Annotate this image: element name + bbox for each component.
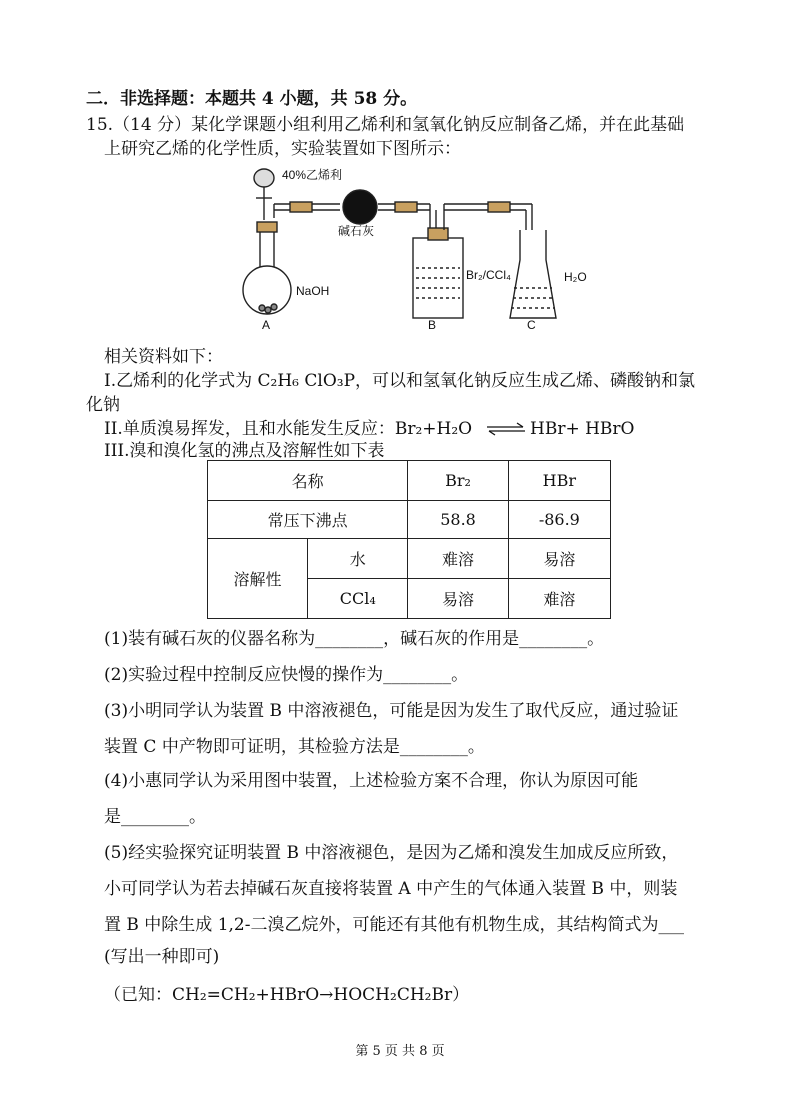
funnel-bulb — [254, 169, 274, 187]
table-cell-ccl4-hbr: 难溶 — [508, 579, 610, 619]
flask-c — [510, 230, 556, 318]
table-header-hbr: HBr — [508, 461, 610, 501]
page-footer: 第 5 页 共 8 页 — [355, 1044, 445, 1059]
table-cell-bp-br2: 58.8 — [408, 501, 508, 539]
apparatus-diagram — [230, 160, 590, 340]
table-cell-water-br2: 难溶 — [408, 539, 508, 579]
table-cell-water-hbr: 易溶 — [508, 539, 610, 579]
table-row-boiling-point: 常压下沸点 — [208, 501, 408, 539]
subquestion-1: (1)装有碱石灰的仪器名称为________，碱石灰的作用是________。 — [104, 629, 605, 649]
stopper-a — [257, 222, 277, 232]
question-line-2: 上研究乙烯的化学性质，实验装置如下图所示： — [104, 139, 461, 159]
subquestion-5-c: 置 B 中除生成 1,2-二溴乙烷外，可能还有其他有机物生成，其结构简式为___ — [104, 915, 684, 935]
question-line-1: 15.（14 分）某化学课题小组利用乙烯利和氢氧化钠反应制备乙烯，并在此基础 — [86, 115, 685, 135]
label-br2-ccl4: Br₂/CCl₄ — [466, 268, 511, 282]
table-cell-bp-hbr: -86.9 — [508, 501, 610, 539]
subquestion-4-a: (4)小惠同学认为采用图中装置，上述检验方案不合理，你认为原因可能 — [104, 771, 639, 791]
label-water: H₂O — [564, 270, 587, 284]
soda-lime-tube — [343, 190, 377, 224]
subquestion-5-a: (5)经实验探究证明装置 B 中溶液褪色，是因为乙烯和溴发生加成反应所致， — [104, 843, 679, 863]
table-cell-ccl4-br2: 易溶 — [408, 579, 508, 619]
subquestion-2: (2)实验过程中控制反应快慢的操作为________。 — [104, 665, 469, 685]
info-intro: 相关资料如下： — [104, 347, 223, 367]
table-sub-water: 水 — [308, 539, 408, 579]
info-item-1-a: I.乙烯利的化学式为 C₂H₆ ClO₃P，可以和氢氧化钠反应生成乙烯、磷酸钠和氯 — [104, 371, 696, 391]
table-header-br2: Br₂ — [408, 461, 508, 501]
table-header-name: 名称 — [208, 461, 408, 501]
label-naoh: NaOH — [296, 284, 330, 298]
bottle-b — [413, 238, 463, 318]
subquestion-5-d: (写出一种即可) — [104, 947, 220, 967]
info-item-3: III.溴和溴化氢的沸点及溶解性如下表 — [104, 441, 385, 461]
subquestion-3-a: (3)小明同学认为装置 B 中溶液褪色，可能是因为发生了取代反应，通过验证 — [104, 701, 679, 721]
label-a: A — [262, 318, 271, 332]
subquestion-5-b: 小可同学认为若去掉碱石灰直接将装置 A 中产生的气体通入装置 B 中，则装 — [104, 879, 678, 899]
table-row-solubility: 溶解性 — [208, 539, 308, 619]
info-item-1-b: 化钠 — [86, 395, 120, 415]
equilibrium-arrow-icon — [485, 420, 527, 438]
label-b: B — [428, 318, 437, 332]
label-reagent: 40%乙烯利 — [282, 168, 343, 182]
info-item-2-a: II.单质溴易挥发，且和水能发生反应：Br₂+H₂O — [104, 419, 473, 439]
properties-table — [207, 460, 611, 619]
known-equation: （已知：CH₂=CH₂+HBrO→HOCH₂CH₂Br） — [104, 985, 470, 1005]
subquestion-4-b: 是________。 — [104, 807, 206, 827]
label-soda-lime: 碱石灰 — [338, 224, 375, 238]
table-sub-ccl4: CCl₄ — [308, 579, 408, 619]
label-c: C — [527, 318, 536, 332]
subquestion-3-b: 装置 C 中产物即可证明，其检验方法是________。 — [104, 737, 485, 757]
section-heading: 二．非选择题：本题共 4 小题，共 58 分。 — [86, 89, 418, 109]
info-item-2-b: HBr+ HBrO — [530, 419, 635, 439]
